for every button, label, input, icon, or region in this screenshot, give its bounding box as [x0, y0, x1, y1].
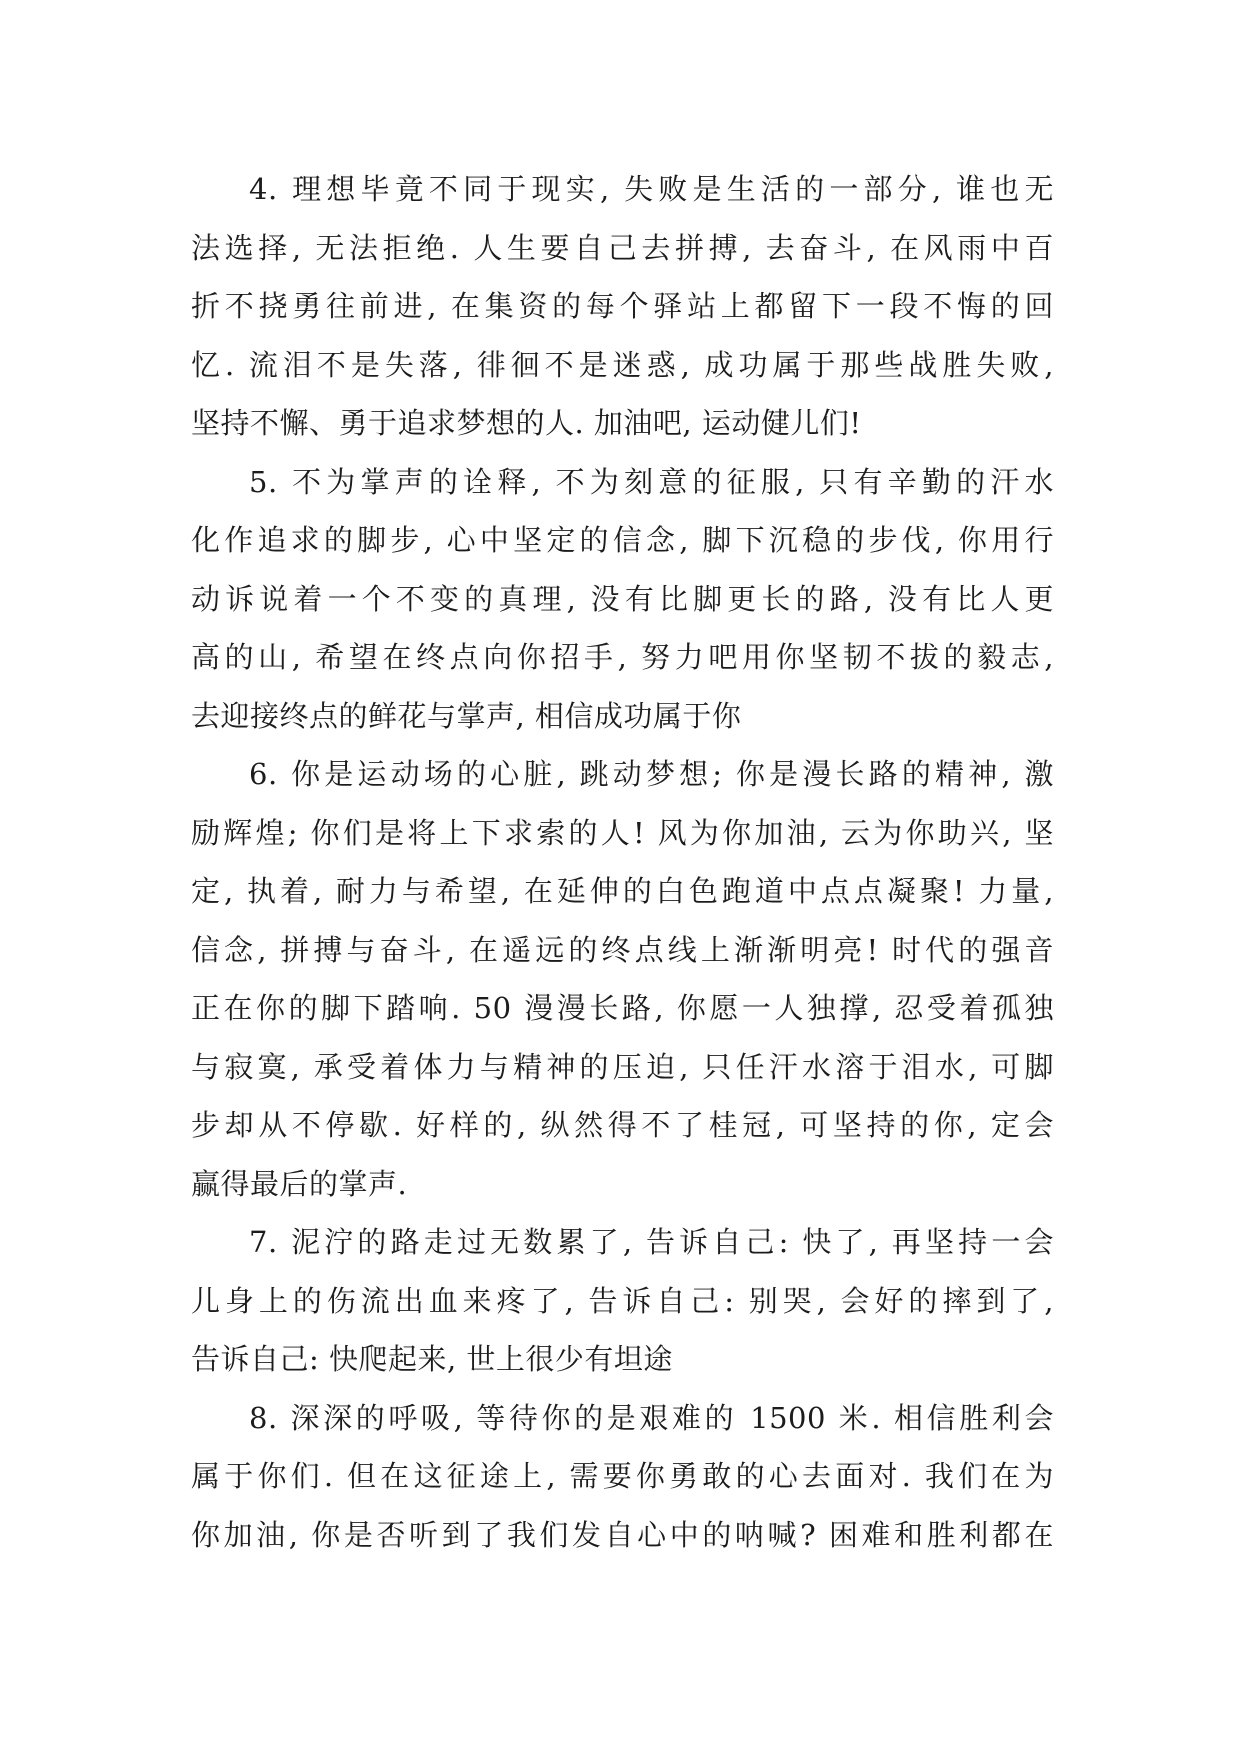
- paragraph-line: 化作追求的脚步, 心中坚定的信念, 脚下沉稳的步伐, 你用行: [191, 523, 1054, 557]
- paragraph-line: 去迎接终点的鲜花与掌声, 相信成功属于你: [191, 698, 742, 733]
- paragraph-4: [191, 160, 1054, 453]
- paragraph-line: 8. 深深的呼吸, 等待你的是艰难的 1500 米. 相信胜利会: [249, 1400, 1054, 1435]
- paragraph-line: 属于你们. 但在这征途上, 需要你勇敢的心去面对. 我们在为: [191, 1459, 1054, 1493]
- paragraph-line: 法选择, 无法拒绝. 人生要自己去拼搏, 去奋斗, 在风雨中百: [191, 230, 1054, 265]
- paragraph-line: 忆. 流泪不是失落, 徘徊不是迷惑, 成功属于那些战胜失败,: [191, 347, 1054, 382]
- paragraph-line: 5. 不为掌声的诠释, 不为刻意的征服, 只有辛勤的汗水: [249, 464, 1054, 499]
- paragraph-line: 儿身上的伤流出血来疼了, 告诉自己: 别哭, 会好的摔到了,: [191, 1283, 1054, 1318]
- paragraph-line: 赢得最后的掌声.: [191, 1166, 408, 1201]
- paragraph-line: 6. 你是运动场的心脏, 跳动梦想; 你是漫长路的精神, 激: [249, 757, 1054, 791]
- paragraph-line: 步却从不停歇. 好样的, 纵然得不了桂冠, 可坚持的你, 定会: [191, 1108, 1054, 1142]
- paragraph-line: 正在你的脚下踏响. 50 漫漫长路, 你愿一人独撑, 忍受着孤独: [191, 991, 1054, 1025]
- paragraph-line: 4. 理想毕竟不同于现实, 失败是生活的一部分, 谁也无: [249, 172, 1054, 206]
- paragraph-line: 动诉说着一个不变的真理, 没有比脚更长的路, 没有比人更: [191, 581, 1054, 616]
- paragraph-line: 7. 泥泞的路走过无数累了, 告诉自己: 快了, 再坚持一会: [249, 1225, 1054, 1259]
- paragraph-line: 与寂寞, 承受着体力与精神的压迫, 只任汗水溶于泪水, 可脚: [191, 1049, 1054, 1084]
- paragraph-5: [191, 453, 1054, 746]
- paragraph-line: 励辉煌; 你们是将上下求索的人! 风为你加油, 云为你助兴, 坚: [191, 815, 1054, 850]
- paragraph-line: 折不挠勇往前进, 在集资的每个驿站上都留下一段不悔的回: [191, 289, 1054, 323]
- paragraph-line: 告诉自己: 快爬起来, 世上很少有坦途: [191, 1342, 673, 1376]
- paragraph-line: 高的山, 希望在终点向你招手, 努力吧用你坚韧不拔的毅志,: [191, 640, 1054, 674]
- paragraph-line: 信念, 拼搏与奋斗, 在遥远的终点线上渐渐明亮! 时代的强音: [191, 932, 1054, 967]
- paragraph-line: 定, 执着, 耐力与希望, 在延伸的白色跑道中点点凝聚! 力量,: [191, 874, 1054, 908]
- paragraph-line: 你加油, 你是否听到了我们发自心中的呐喊? 困难和胜利都在: [191, 1517, 1054, 1552]
- paragraph-6: [191, 745, 1054, 1213]
- document-body: [191, 160, 1054, 1564]
- paragraph-7: [191, 1213, 1054, 1389]
- paragraph-8: [191, 1389, 1054, 1565]
- paragraph-line: 坚持不懈、勇于追求梦想的人. 加油吧, 运动健儿们!: [191, 406, 862, 440]
